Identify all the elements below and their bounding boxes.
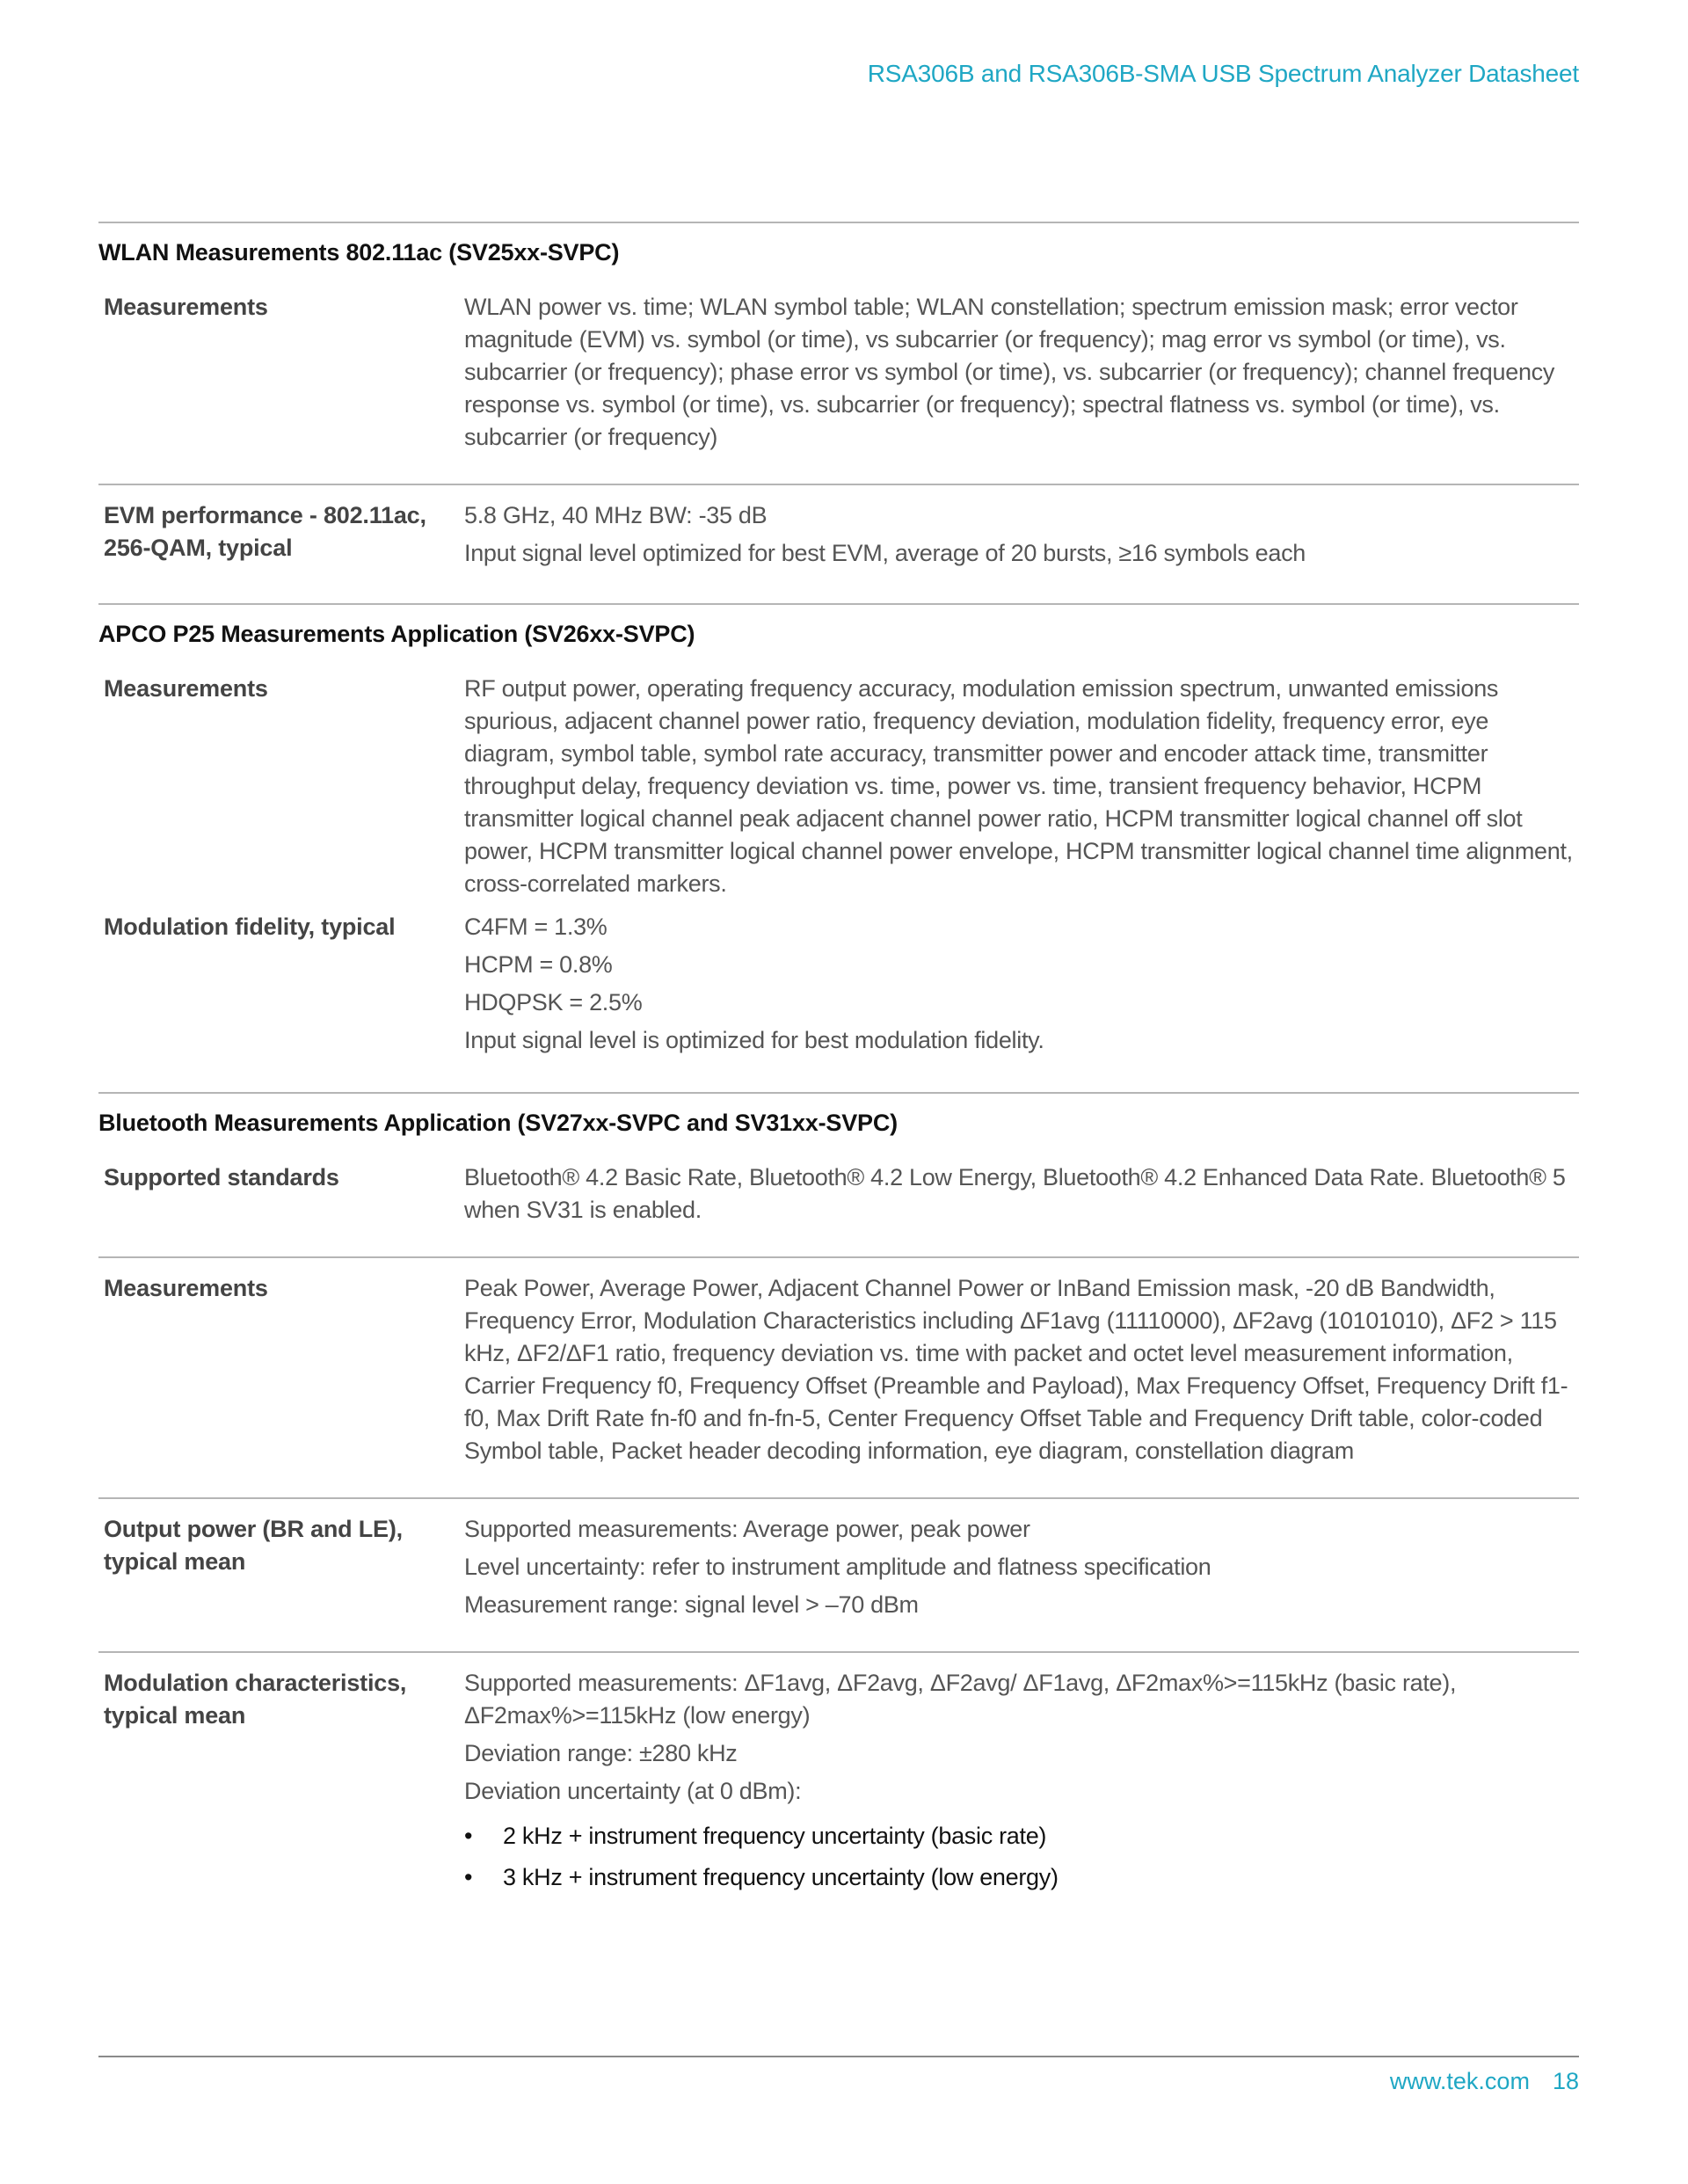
- spec-row-wlan-evm: [98, 484, 1579, 575]
- spec-value-line: Peak Power, Average Power, Adjacent Channel Power or InBand Emission mask, -20 dB Bandwidth, Frequency Error, Modulation Characteristics including ΔF1avg (11110000), ΔF2avg (10101010), ΔF2 > 115 kHz, ΔF2/ΔF1 ratio, frequency deviation vs. time with packet and octet level measurement information, Carrier Frequency f0, Frequency Offset (Preamble and Payload), Max Frequency Offset, Frequency Drift f1-f0, Max Drift Rate fn-f0 and fn-fn-5, Center Frequency Offset Table and Frequency Drift table, color-coded Symbol table, Packet header decoding information, eye diagram, constellation diagram: [464, 1275, 1568, 1464]
- spec-row-apco-measurements: [98, 659, 1579, 906]
- spec-value-line: Deviation range: ±280 kHz: [464, 1740, 738, 1766]
- section-title-bluetooth: Bluetooth Measurements Application (SV27xx-SVPC and SV31xx-SVPC): [98, 1110, 898, 1136]
- spec-value-line: Bluetooth® 4.2 Basic Rate, Bluetooth® 4.2 Low Energy, Bluetooth® 4.2 Enhanced Data Rate. Bluetooth® 5 when SV31 is enabled.: [464, 1164, 1566, 1223]
- spec-value: [464, 291, 1579, 459]
- spec-value-line: Deviation uncertainty (at 0 dBm):: [464, 1778, 802, 1804]
- spec-row-apco-modulation-fidelity: [98, 906, 1579, 1062]
- spec-label: Modulation fidelity, typical: [104, 914, 396, 940]
- section-apco-p25: [98, 603, 1579, 1062]
- spec-value-line: Measurement range: signal level > –70 dBm: [464, 1591, 919, 1618]
- spec-content: [98, 222, 1579, 1903]
- spec-value-line: HDQPSK = 2.5%: [464, 989, 643, 1016]
- spec-value: [464, 499, 1579, 575]
- spec-value: [464, 1272, 1579, 1473]
- spec-label: Measurements: [104, 1275, 268, 1301]
- spec-value: [464, 1667, 1579, 1903]
- page-footer: [1390, 2068, 1579, 2095]
- spec-label: Modulation characteristics, typical mean: [104, 1670, 407, 1729]
- section-wlan: [98, 222, 1579, 575]
- spec-value: [464, 1513, 1579, 1627]
- bullet-item: • 3 kHz + instrument frequency uncertainty (low energy): [464, 1861, 1579, 1894]
- spec-value: [464, 911, 1579, 1062]
- spec-value-line: WLAN power vs. time; WLAN symbol table; WLAN constellation; spectrum emission mask; error vector magnitude (EVM) vs. symbol (or time), vs subcarrier (or frequency); mag error vs symbol (or time), vs. subcarrier (or frequency); phase error vs symbol (or time), vs. subcarrier (or frequency); channel frequency response vs. symbol (or time), vs. subcarrier (or frequency); spectral flatness vs. symbol (or time), vs. subcarrier (or frequency): [464, 294, 1555, 450]
- spec-row-bt-supported-standards: [98, 1147, 1579, 1232]
- spec-label: Supported standards: [104, 1164, 339, 1190]
- spec-value: [464, 673, 1579, 906]
- bullet-list: [464, 1820, 1579, 1894]
- spec-value-line: 5.8 GHz, 40 MHz BW: -35 dB: [464, 502, 768, 528]
- spec-label: Measurements: [104, 294, 268, 320]
- spec-value: [464, 1161, 1579, 1232]
- spec-row-bt-output-power: [98, 1497, 1579, 1627]
- spec-value-line: Input signal level optimized for best EVM, average of 20 bursts, ≥16 symbols each: [464, 540, 1306, 566]
- spec-value-line: RF output power, operating frequency accuracy, modulation emission spectrum, unwanted emissions spurious, adjacent channel power ratio, frequency deviation, modulation fidelity, frequency error, eye diagram, symbol table, symbol rate accuracy, transmitter power and encoder attack time, transmitter throughput delay, frequency deviation vs. time, power vs. time, transient frequency behavior, HCPM transmitter logical channel peak adjacent channel power ratio, HCPM transmitter logical channel off slot power, HCPM transmitter logical channel power envelope, HCPM transmitter logical channel time alignment, cross-correlated markers.: [464, 675, 1573, 897]
- spec-label: EVM performance - 802.11ac, 256-QAM, typical: [104, 502, 426, 561]
- footer-divider: [98, 2056, 1579, 2057]
- spec-label: Output power (BR and LE), typical mean: [104, 1516, 403, 1575]
- spec-value-line: Supported measurements: Average power, peak power: [464, 1516, 1030, 1542]
- spec-value-line: C4FM = 1.3%: [464, 914, 608, 940]
- footer-url-link[interactable]: www.tek.com: [1389, 2068, 1530, 2094]
- page-number: 18: [1552, 2068, 1579, 2094]
- spec-value-line: HCPM = 0.8%: [464, 951, 613, 978]
- section-title-wlan: WLAN Measurements 802.11ac (SV25xx-SVPC): [98, 239, 620, 266]
- spec-value-line: Supported measurements: ΔF1avg, ΔF2avg, ΔF2avg/ ΔF1avg, ΔF2max%>=115kHz (basic rate), ΔF2max%>=115kHz (low energy): [464, 1670, 1457, 1729]
- spec-value-line: Input signal level is optimized for best modulation fidelity.: [464, 1027, 1044, 1053]
- bullet-item: • 2 kHz + instrument frequency uncertainty (basic rate): [464, 1820, 1579, 1853]
- document-header-title: RSA306B and RSA306B-SMA USB Spectrum Analyzer Datasheet: [867, 60, 1579, 87]
- spec-label: Measurements: [104, 675, 268, 702]
- section-bluetooth: [98, 1092, 1579, 1903]
- spec-row-wlan-measurements: [98, 277, 1579, 459]
- section-title-apco-p25: APCO P25 Measurements Application (SV26xx-SVPC): [98, 621, 695, 647]
- spec-row-bt-measurements: [98, 1256, 1579, 1473]
- spec-row-bt-modulation-characteristics: [98, 1651, 1579, 1903]
- spec-value-line: Level uncertainty: refer to instrument amplitude and flatness specification: [464, 1554, 1211, 1580]
